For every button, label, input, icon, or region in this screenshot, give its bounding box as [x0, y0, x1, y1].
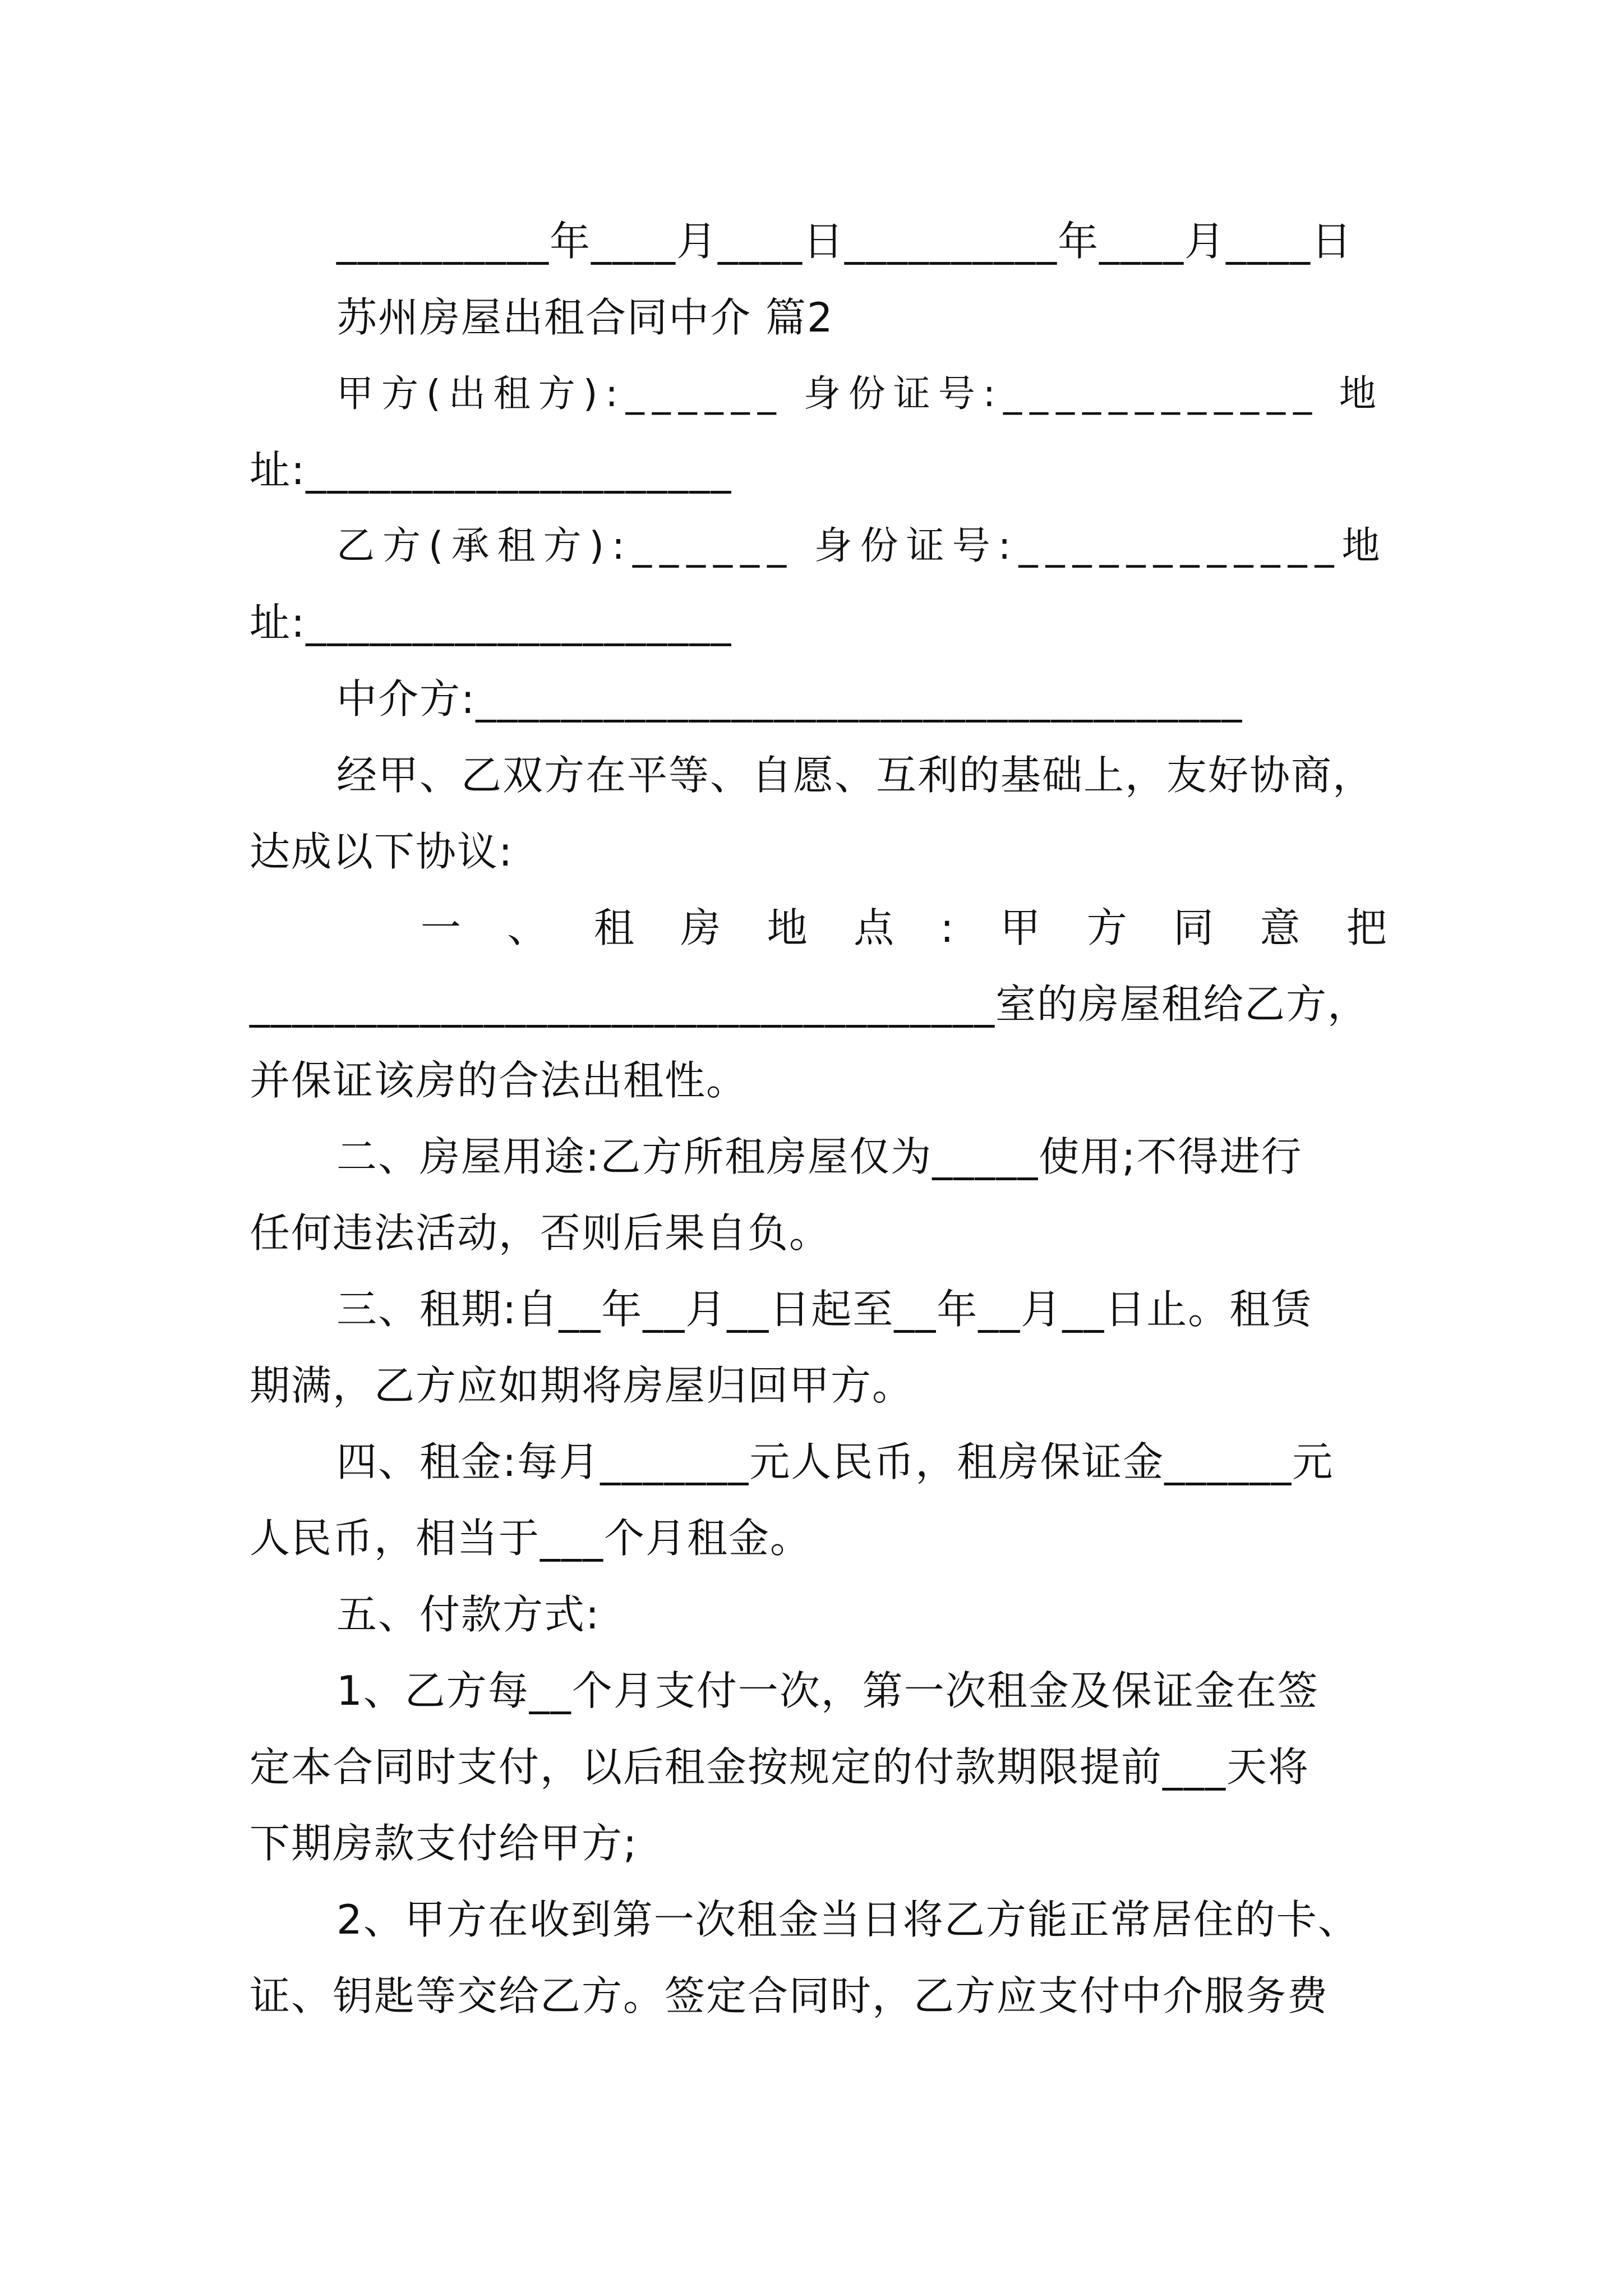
clause-5-item-1-cont-2: 下期房款支付给甲方;	[250, 1820, 638, 1867]
clause-4-rent: 四、租金:每月_______元人民币，租房保证金______元	[336, 1438, 1334, 1485]
clause-1-char: 点	[854, 904, 896, 951]
clause-1-cont-2: 并保证该房的合法出租性。	[250, 1057, 748, 1104]
clause-3-cont: 期满，乙方应如期将房屋归回甲方。	[250, 1362, 914, 1409]
clause-1-char: 房	[680, 904, 722, 951]
clause-1-char: 地	[767, 904, 809, 951]
clause-5-item-1: 1、乙方每__个月支付一次，第一次租金及保证金在签	[336, 1667, 1319, 1714]
paragraph-intro: 经甲、乙双方在平等、自愿、互利的基础上，友好协商，	[336, 752, 1375, 799]
clause-1-char: 意	[1260, 904, 1302, 951]
party-b-line: 乙方(承租方):______ 身份证号:____________地	[336, 524, 1388, 568]
clause-3-term: 三、租期:自__年__月__日起至__年__月__日止。租赁	[336, 1286, 1313, 1333]
clause-5-item-2-cont: 证、钥匙等交给乙方。签定合同时，乙方应支付中介服务费	[250, 1972, 1329, 2019]
party-b-address: 址:____________________	[250, 599, 732, 646]
clause-1-char: 、	[507, 904, 549, 951]
clause-1-char: :	[940, 904, 955, 951]
party-a-line: 甲方(出租方):______ 身份证号:____________ 地	[336, 372, 1384, 415]
party-a-address: 址:____________________	[250, 447, 732, 494]
section-title: 苏州房屋出租合同中介 篇2	[336, 294, 834, 341]
clause-1-char: 租	[593, 904, 635, 951]
clause-1-cont: ___________________________________室的房屋租给乙方，	[250, 981, 1370, 1028]
clause-1-char: 一	[421, 904, 463, 951]
clause-4-cont: 人民币，相当于___个月租金。	[250, 1515, 812, 1562]
clause-1-char: 方	[1086, 904, 1128, 951]
clause-1-char: 把	[1346, 904, 1388, 951]
clause-2-cont: 任何违法活动，否则后果自负。	[250, 1209, 831, 1257]
clause-5-payment-heading: 五、付款方式:	[336, 1591, 601, 1638]
clause-5-item-1-cont: 定本合同时支付，以后租金按规定的付款期限提前___天将	[250, 1743, 1310, 1791]
paragraph-intro-cont: 达成以下协议:	[250, 828, 514, 875]
agency-line: 中介方:____________________________________	[336, 675, 1243, 723]
clause-1-char: 同	[1173, 904, 1215, 951]
clause-2-usage: 二、房屋用途:乙方所租房屋仅为_____使用;不得进行	[336, 1133, 1303, 1180]
clause-5-item-2: 2、甲方在收到第一次租金当日将乙方能正常居住的卡、	[336, 1896, 1359, 1943]
signature-date-line: __________年____月____日__________年____月____日	[336, 218, 1353, 265]
clause-1-char: 甲	[1000, 904, 1042, 951]
clause-1-location	[421, 901, 1388, 955]
